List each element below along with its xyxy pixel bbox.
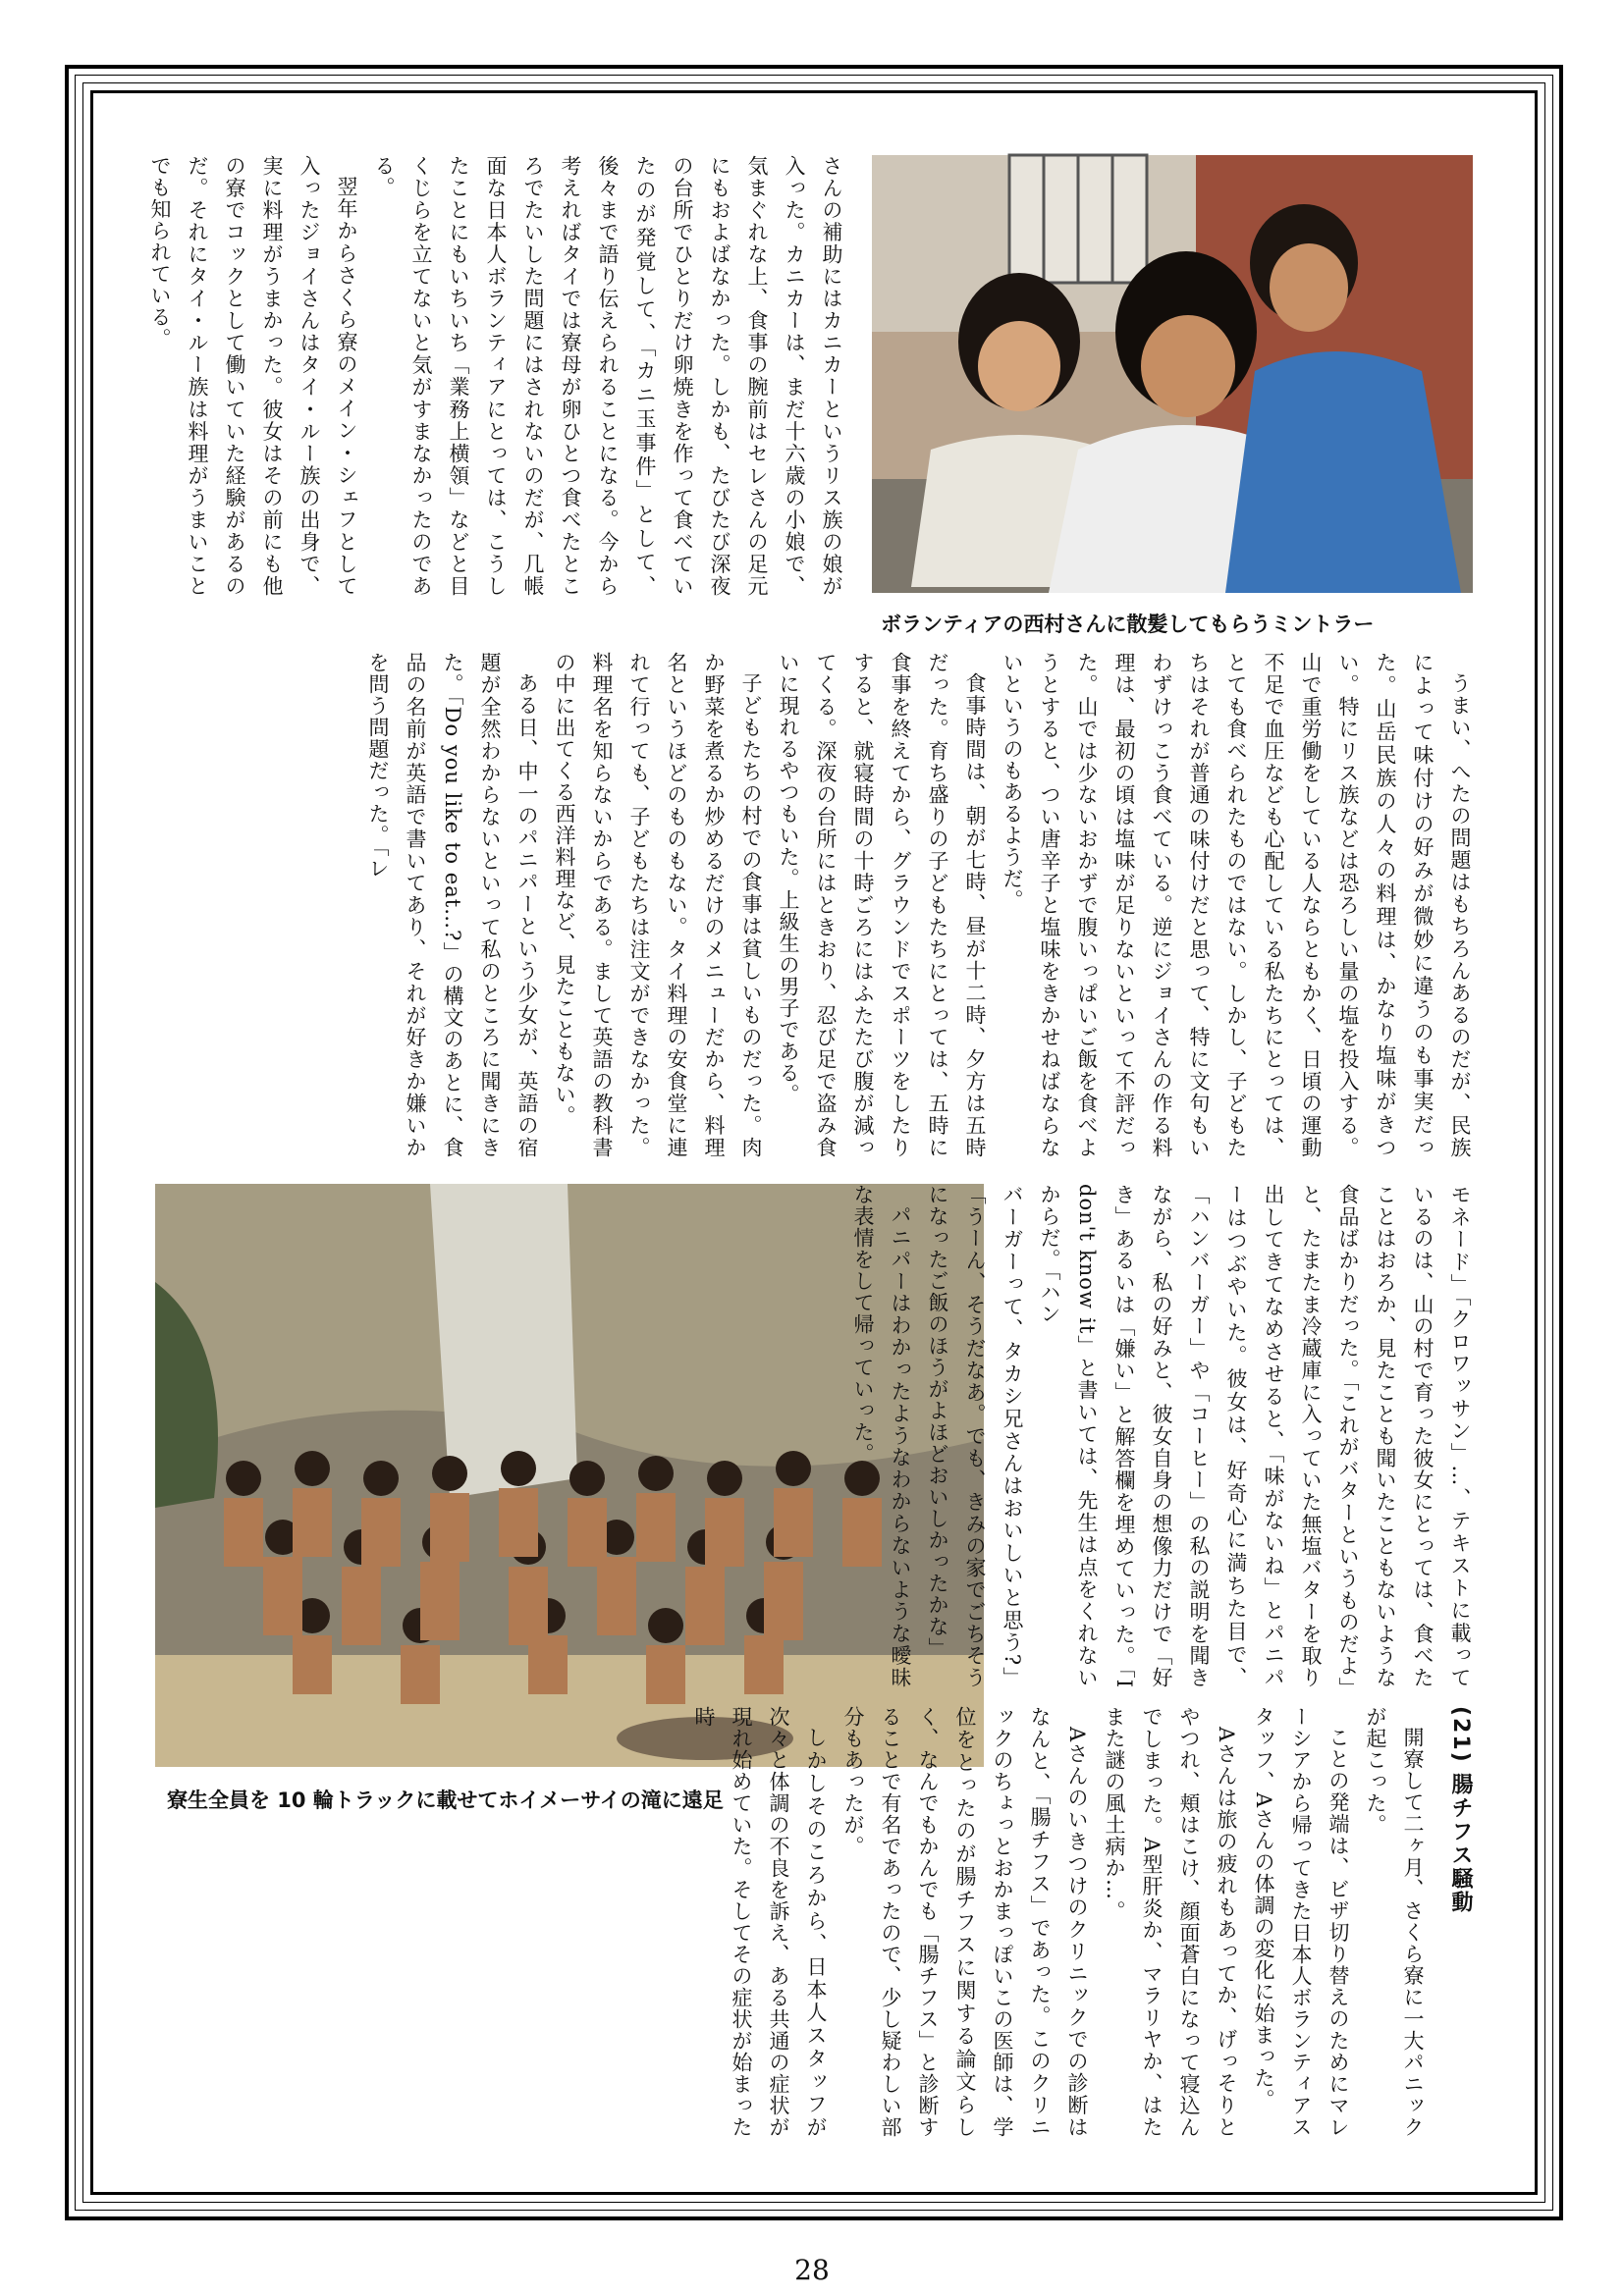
paragraph: 開寮して二ヶ月、さくら寮に一大パニックが起こった。 xyxy=(1364,1706,1425,2138)
paragraph: うまい、へたの問題はもちろんあるのだが、民族によって味付けの好みが微妙に違うのも事実だった。山岳民族の人々の料理は、かなり塩味がきつい。特にリス族などは恐ろしい量の塩を投入する。山で重労働をしている人ならともかく、日頃の運動不足で血圧なども心配している私たちにとっては、とても食べられたものではない。しかし、子どもたちはそれが普通の味付けだと思って、特に文句もいわずけっこう食べている。逆にジョイさんの作る料理は、最初の頃は塩味が足りないといって不評だった。山では少ないおかずで腹いっぱいご飯を食べようとすると、つい唐辛子と塩味をきかせねばならないというのもあるようだ。 xyxy=(1001,652,1472,1158)
paragraph: Aさんは旅の疲れもあってか、げっそりとやつれ、頬はこけ、顔面蒼白になって寝込んでしまった。A型肝炎か、マラリヤか、はたまた謎の風土病か…。 xyxy=(1103,1706,1238,2138)
paragraph: パニパーはわかったようなわからないような曖昧な表情をして帰っていった。 xyxy=(851,1184,912,1688)
paragraph: さんの補助にはカニカーというリス族の娘が入った。カニカーは、まだ十六歳の小娘で、気まぐれな上、食事の腕前はセレさんの足元にもおよばなかった。しかも、たびたび深夜の台所でひとりだけ卵焼きを作って食べていたのが発覚して、「カニ玉事件」として、後々まで語り伝えられることになる。今から考えればタイでは寮母が卵ひとつ食べたところでたいした問題にはされないのだが、几帳面な日本人ボランティアにとっては、こうしたことにもいちいち「業務上横領」などと目くじらを立てないと気がすまなかったのである。 xyxy=(372,155,843,597)
text-block-middle xyxy=(173,652,1479,1158)
text-block-top-left xyxy=(148,155,850,597)
paragraph: ことの発端は、ビザ切り替えのためにマレーシアから帰ってきた日本人ボランティアスタッフ、Aさんの体調の変化に始まった。 xyxy=(1252,1706,1350,2138)
paragraph: バーガーって、タカシ兄さんはおいしいと思う?」「うーん、そうだなあ。でも、きみの家でごちそうになったご飯のほうがよほどおいしかったかな」 xyxy=(926,1184,1024,1688)
paragraph: Aさんのいきつけのクリニックでの診断はなんと、「腸チフス」であった。このクリニックのちょっとおかまっぽいこの医師は、学位をとったのが腸チフスに関する論文らしく、なんでもかんでも「腸チフス」と診断することで有名であったので、少し疑わしい部分もあったが。 xyxy=(841,1706,1089,2138)
paragraph: 子どもたちの村での食事は貧しいものだった。肉か野菜を煮るか炒めるだけのメニューだから、料理名というほどのものもない。タイ料理の安食堂に連れて行っても、子どもたちは注文ができなかった。料理名を知らないからである。まして英語の教科書の中に出てくる西洋料理など、見たこともない。 xyxy=(553,652,763,1159)
text-block-lower-right xyxy=(851,1184,1479,1688)
text-block-bottom xyxy=(173,1706,1479,2138)
haircut-photo-caption: ボランティアの西村さんに散髪してもらうミントラー xyxy=(881,613,1375,636)
haircut-photo xyxy=(872,155,1473,593)
paragraph: 食事時間は、朝が七時、昼が十二時、夕方は五時だった。育ち盛りの子どもたちにとっては、五時に食事を終えてから、グラウンドでスポーツをしたりすると、就寝時間の十時ごろにはふたたび腹が減ってくる。深夜の台所にはときおり、忍び足で盗み食いに現れるやつもいた。上級生の男子である。 xyxy=(777,652,987,1158)
waterfall-photo-caption: 寮生全員を 10 輪トラックに載せてホイメーサイの滝に遠足 xyxy=(167,1789,724,1812)
paragraph: 翌年からさくら寮のメイン・シェフとして入ったジョイさんはタイ・ルー族の出身で、実に料理がうまかった。彼女はその前にも他の寮でコックとして働いていた経験があるのだ。それにタイ・ルー族は料理がうまいことでも知られている。 xyxy=(148,155,358,597)
section-heading: (21) 腸チフス騒動 xyxy=(1448,1706,1473,1915)
paragraph: しかしそのころから、日本人スタッフが次々と体調の不良を訴え、ある共通の症状が現れ始めていた。そしてその症状が始まった時 xyxy=(692,1706,828,2138)
page-number: 28 xyxy=(794,2254,830,2286)
paragraph: ある日、中一のパニパーという少女が、英語の宿題が全然わからないといって私のところに聞きにきた。「Do you like to eat…?」の構文のあとに、食品の名前が英語で書いてあり、それが好きか嫌いかを問う問題だった。「レ xyxy=(366,652,539,1158)
paragraph: モネード」「クロワッサン」…、テキストに載っているのは、山の村で育った彼女にとっては、食べたことはおろか、見たことも聞いたこともないような食品ばかりだった。「これがバターというものだよ」と、たまたま冷蔵庫に入っていた無塩バターを取り出してきてなめさせると、「味がないね」とパニパーはつぶやいた。彼女は、好奇心に満ちた目で、「ハンバーガー」や「コーヒー」の私の説明を聞きながら、私の好みと、彼女自身の想像力だけで「好き」あるいは「嫌い」と解答欄を埋めていった。「I don't know it」と書いては、先生は点をくれないからだ。「ハン xyxy=(1038,1184,1472,1688)
